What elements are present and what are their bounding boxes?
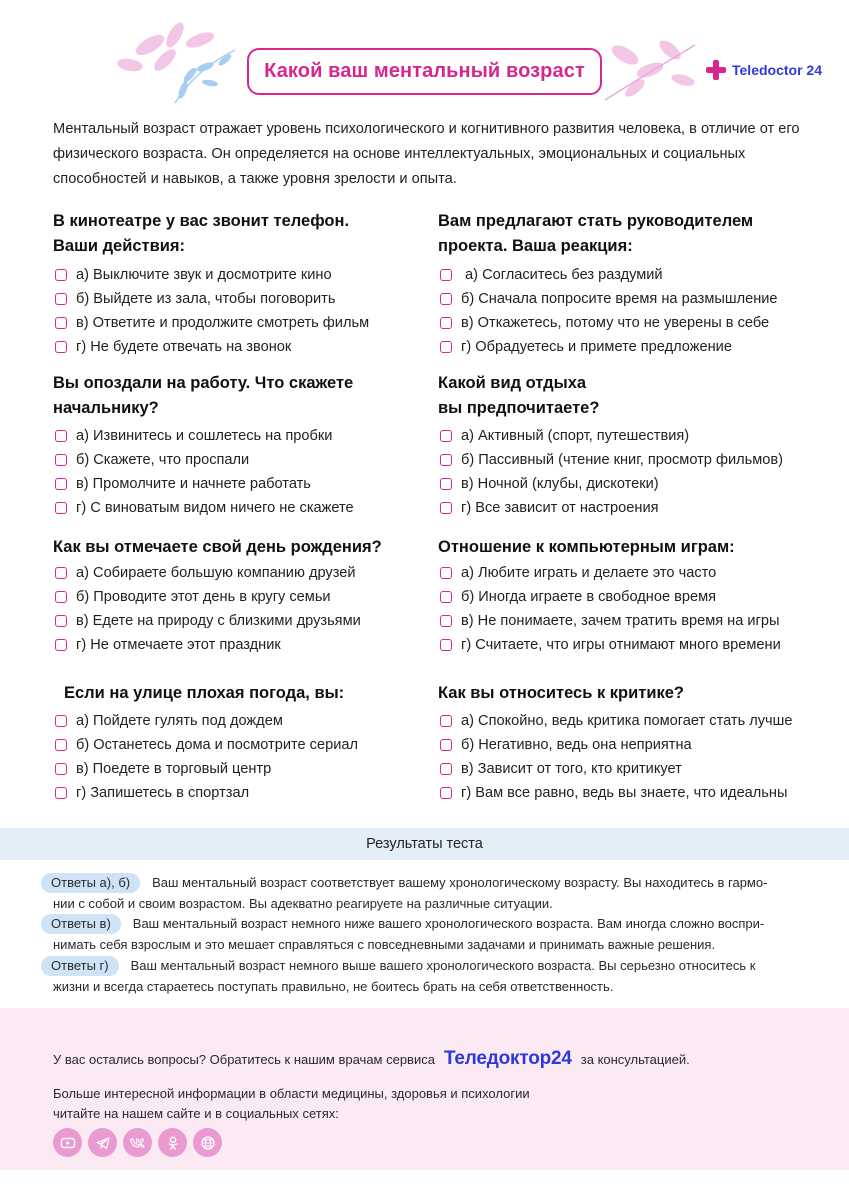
checkbox-icon[interactable]	[55, 787, 67, 799]
answer-option[interactable]: в) Поедете в торговый центр	[53, 757, 453, 781]
checkbox-icon[interactable]	[440, 293, 452, 305]
website-globe-icon[interactable]	[193, 1128, 222, 1157]
leaves-left-decoration-icon	[105, 15, 245, 105]
answer-option[interactable]: а) Любите играть и делаете это часто	[438, 561, 838, 585]
answer-option[interactable]: в) Зависит от того, кто критикует	[438, 757, 843, 781]
answer-option[interactable]: г) Вам все равно, ведь вы знаете, что идеальны	[438, 781, 843, 805]
vk-icon[interactable]	[123, 1128, 152, 1157]
social-links	[53, 1128, 222, 1157]
answer-option[interactable]: а) Собираете большую компанию друзей	[53, 561, 453, 585]
checkbox-icon[interactable]	[55, 478, 67, 490]
question-block	[438, 371, 838, 520]
question-block	[53, 535, 453, 657]
checkbox-icon[interactable]	[55, 763, 67, 775]
medical-cross-icon	[706, 60, 726, 80]
checkbox-icon[interactable]	[55, 341, 67, 353]
answer-option[interactable]: в) Ночной (клубы, дискотеки)	[438, 472, 838, 496]
question-title: Если на улице плохая погода, вы:	[64, 684, 345, 702]
checkbox-icon[interactable]	[440, 591, 452, 603]
answer-tag: Ответы г)	[41, 956, 119, 976]
answer-option[interactable]: г) Считаете, что игры отнимают много времени	[438, 633, 838, 657]
question-title: Как вы относитесь к критике?	[438, 684, 685, 702]
telegram-icon[interactable]	[88, 1128, 117, 1157]
footer-brand-link[interactable]: Теледоктор24	[443, 1048, 572, 1069]
checkbox-icon[interactable]	[440, 430, 452, 442]
answer-option[interactable]: а) Выключите звук и досмотрите кино	[53, 263, 453, 287]
checkbox-icon[interactable]	[440, 739, 452, 751]
question-block	[53, 371, 453, 520]
checkbox-icon[interactable]	[55, 615, 67, 627]
answer-option[interactable]: б) Иногда играете в свободное время	[438, 585, 838, 609]
question-title: Отношение к компьютерным играм:	[438, 538, 735, 556]
checkbox-icon[interactable]	[440, 639, 452, 651]
answer-option[interactable]: в) Откажетесь, потому что не уверены в себе	[438, 311, 838, 335]
checkbox-icon[interactable]	[440, 567, 452, 579]
leaves-right-decoration-icon	[595, 30, 705, 105]
answer-option[interactable]: в) Промолчите и начнете работать	[53, 472, 453, 496]
answer-option[interactable]: в) Едете на природу с близкими друзьями	[53, 609, 453, 633]
checkbox-icon[interactable]	[55, 454, 67, 466]
checkbox-icon[interactable]	[55, 502, 67, 514]
answer-option[interactable]: а) Пойдете гулять под дождем	[53, 709, 453, 733]
answer-tag: Ответы а), б)	[41, 873, 140, 893]
question-block	[53, 209, 453, 359]
answer-option[interactable]: в) Ответите и продолжите смотреть фильм	[53, 311, 453, 335]
header	[0, 0, 849, 110]
question-block	[438, 681, 843, 805]
answer-tag: Ответы в)	[41, 914, 121, 934]
checkbox-icon[interactable]	[440, 787, 452, 799]
answer-option[interactable]: а) Согласитесь без раздумий	[438, 263, 838, 287]
checkbox-icon[interactable]	[55, 739, 67, 751]
answer-option[interactable]: б) Сначала попросите время на размышление	[438, 287, 838, 311]
question-block	[438, 209, 838, 359]
question-title: Вам предлагают стать руководителем проекта. Ваша реакция:	[438, 212, 754, 255]
checkbox-icon[interactable]	[55, 591, 67, 603]
answer-option[interactable]: г) Запишетесь в спортзал	[53, 781, 453, 805]
checkbox-icon[interactable]	[440, 715, 452, 727]
footer-contact-line: У вас остались вопросы? Обратитесь к нашим врачам сервиса Теледоктор24 за консультацией.	[53, 1048, 690, 1069]
checkbox-icon[interactable]	[440, 341, 452, 353]
answer-option[interactable]: б) Пассивный (чтение книг, просмотр фильмов)	[438, 448, 838, 472]
answer-option[interactable]: г) Все зависит от настроения	[438, 496, 838, 520]
checkbox-icon[interactable]	[440, 615, 452, 627]
checkbox-icon[interactable]	[440, 502, 452, 514]
footer-info-text: Больше интересной информации в области медицины, здоровья и психологии читайте на нашем сайте и в социальных сетях:	[53, 1086, 530, 1121]
results-heading-bar	[0, 828, 849, 860]
checkbox-icon[interactable]	[55, 639, 67, 651]
brand-logo[interactable]	[706, 60, 822, 80]
answer-option[interactable]: г) Не будете отвечать на звонок	[53, 335, 453, 359]
answer-option[interactable]: г) Не отмечаете этот праздник	[53, 633, 453, 657]
answer-option[interactable]: б) Останетесь дома и посмотрите сериал	[53, 733, 453, 757]
question-title: Как вы отмечаете свой день рождения?	[53, 538, 382, 556]
answer-option[interactable]: а) Активный (спорт, путешествия)	[438, 424, 838, 448]
checkbox-icon[interactable]	[440, 317, 452, 329]
answer-option[interactable]: б) Проводите этот день в кругу семьи	[53, 585, 453, 609]
question-title: Вы опоздали на работу. Что скажете начальнику?	[53, 374, 354, 417]
page-title: Какой ваш ментальный возраст	[264, 60, 585, 82]
answer-option[interactable]: б) Скажете, что проспали	[53, 448, 453, 472]
checkbox-icon[interactable]	[55, 317, 67, 329]
question-block	[53, 681, 453, 805]
checkbox-icon[interactable]	[55, 293, 67, 305]
checkbox-icon[interactable]	[55, 715, 67, 727]
brand-name: Teledoctor 24	[732, 62, 822, 78]
result-item: Ответы в) Ваш ментальный возраст немного ниже вашего хронологического возраста. Вам иногда сложно воспри- нимать себя взрослым и это мешает справляться с повседневными задачами и принимать важные решения.	[53, 914, 793, 955]
answer-option[interactable]: а) Спокойно, ведь критика помогает стать лучше	[438, 709, 843, 733]
checkbox-icon[interactable]	[55, 567, 67, 579]
checkbox-icon[interactable]	[440, 269, 452, 281]
checkbox-icon[interactable]	[55, 430, 67, 442]
answer-option[interactable]: г) С виноватым видом ничего не скажете	[53, 496, 453, 520]
odnoklassniki-icon[interactable]	[158, 1128, 187, 1157]
answer-option[interactable]: б) Негативно, ведь она неприятна	[438, 733, 843, 757]
intro-paragraph: Ментальный возраст отражает уровень психологического и когнитивного развития человека, в отличие от его физического возраста. Он определяется на основе интеллектуальных, эмоциональных и социальных способностей и навыков, а также уровня зрелости и опыта.	[53, 121, 800, 187]
question-block	[438, 535, 838, 657]
answer-option[interactable]: а) Извинитесь и сошлетесь на пробки	[53, 424, 453, 448]
result-item: Ответы г) Ваш ментальный возраст немного выше вашего хронологического возраста. Вы серьезно относитесь к жизни и всегда стараетесь поступать правильно, не боитесь брать на себя ответственность.	[53, 956, 793, 997]
answer-option[interactable]: б) Выйдете из зала, чтобы поговорить	[53, 287, 453, 311]
footer	[0, 1008, 849, 1170]
page-title-box	[247, 48, 602, 95]
question-title: Какой вид отдыха вы предпочитаете?	[438, 374, 600, 417]
youtube-icon[interactable]	[53, 1128, 82, 1157]
checkbox-icon[interactable]	[55, 269, 67, 281]
answer-option[interactable]: г) Обрадуетесь и примете предложение	[438, 335, 838, 359]
answer-option[interactable]: в) Не понимаете, зачем тратить время на игры	[438, 609, 838, 633]
checkbox-icon[interactable]	[440, 478, 452, 490]
result-item: Ответы а), б) Ваш ментальный возраст соответствует вашему хронологическому возрасту. Вы находитесь в гармо- нии с собой и своим возрастом. Вы адекватно реагируете на различные ситуации.	[53, 873, 793, 914]
checkbox-icon[interactable]	[440, 763, 452, 775]
question-title: В кинотеатре у вас звонит телефон. Ваши действия:	[53, 212, 350, 255]
results-heading: Результаты теста	[366, 836, 483, 852]
checkbox-icon[interactable]	[440, 454, 452, 466]
